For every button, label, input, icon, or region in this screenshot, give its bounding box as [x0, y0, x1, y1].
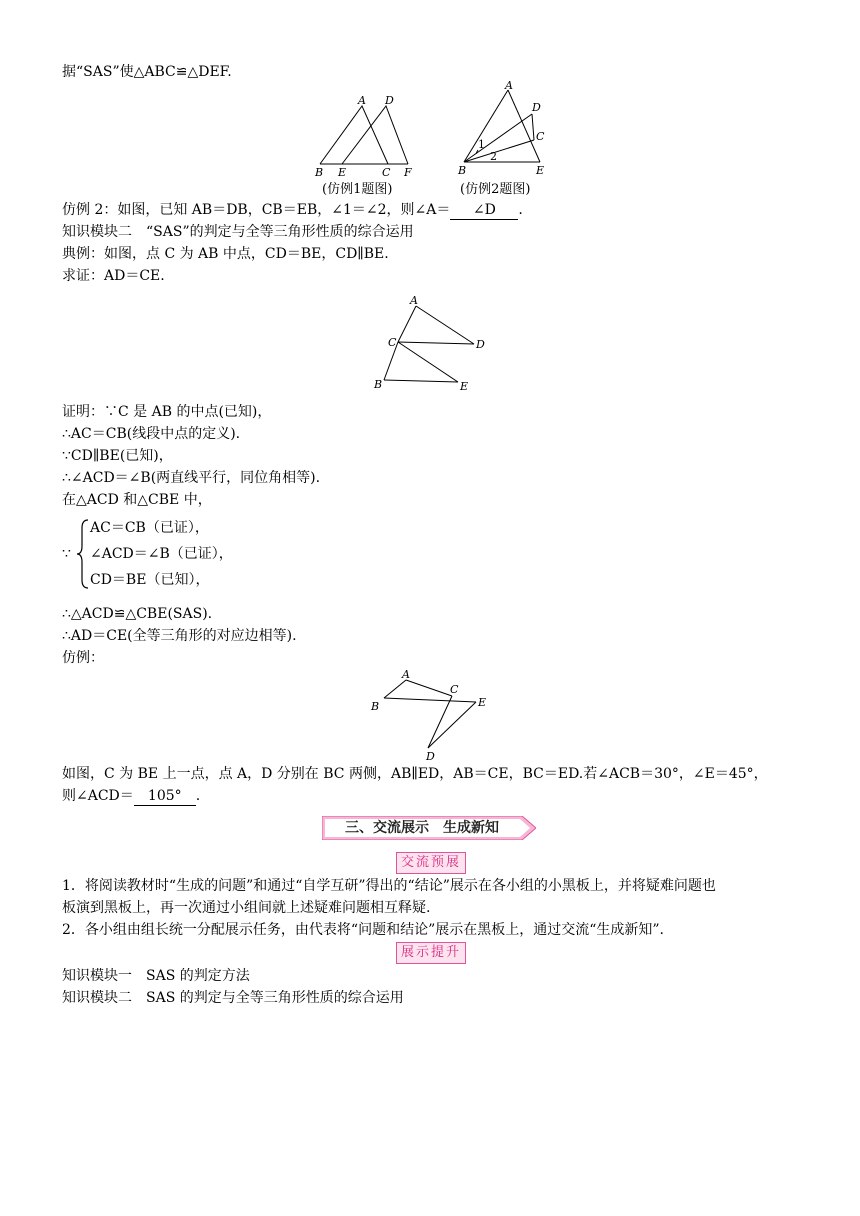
because-symbol: ∵: [62, 546, 71, 562]
fangli2-answer: ∠D: [450, 201, 518, 220]
fig4-label-E: E: [478, 696, 487, 709]
question-prefix: 则∠ACD＝: [62, 788, 134, 804]
fig1-label-F: F: [404, 166, 412, 179]
exchange-text: 2．各小组由组长统一分配展示任务，由代表将“问题和结论”展示在黑板上，通过交流“生成新知”.: [62, 922, 664, 938]
fig4-label-D: D: [426, 750, 435, 762]
fangli2-suffix: .: [518, 202, 523, 218]
fangli-label: 仿例：: [62, 650, 104, 666]
fig4-label-C: C: [450, 683, 459, 696]
fangli2-prefix: 仿例 2：如图，已知 AB＝DB，CB＝EB，∠1＝∠2，则∠A＝: [62, 202, 451, 218]
proof-line: ∴AC＝CB(线段中点的定义).: [62, 426, 241, 442]
fangli2-question: [62, 200, 523, 220]
fig3-label-B: B: [374, 378, 383, 391]
fig2-label-A: A: [505, 80, 513, 92]
figure-fangli: [366, 666, 496, 766]
fig2-angle-1: 1: [478, 138, 485, 151]
brace-row: CD＝BE（已知），: [90, 572, 210, 588]
fig2-caption: (仿例2题图): [460, 182, 531, 197]
fig3-label-C: C: [388, 336, 397, 349]
module2-line: 知识模块二 SAS 的判定与全等三角形性质的综合运用: [62, 990, 404, 1006]
fig4-label-B: B: [371, 700, 380, 713]
section-banner-title: 三、交流展示 生成新知: [345, 820, 499, 836]
fig3-label-E: E: [460, 380, 469, 393]
brace-row: ∠ACD＝∠B（已证），: [90, 546, 233, 562]
fig3-label-D: D: [476, 338, 485, 351]
fig1-label-B: B: [315, 166, 324, 179]
fig2-label-C: C: [536, 130, 545, 143]
exchange-text: 板演到黑板上，再一次通过小组间就上述疑难问题相互释疑.: [62, 900, 431, 916]
display-banner: 展示提升: [396, 942, 466, 964]
section-banner: [322, 816, 536, 840]
fig4-label-A: A: [402, 668, 410, 681]
proof-line: ∴∠ACD＝∠B(两直线平行，同位角相等).: [62, 470, 321, 486]
module2-title: 知识模块二 “SAS”的判定与全等三角形性质的综合运用: [62, 224, 414, 240]
proof-line: 证明：∵C 是 AB 的中点(已知)，: [62, 404, 272, 420]
fig1-caption: (仿例1题图): [322, 182, 393, 197]
figure-dianli: [370, 294, 490, 398]
fig2-label-D: D: [532, 101, 541, 114]
question-suffix: .: [195, 788, 201, 804]
brace-system: [62, 518, 322, 590]
text-line: 据“SAS”使△ABC≌△DEF.: [62, 64, 232, 80]
exchange-text: 1．将阅读教材时“生成的问题”和通过“自学互研”得出的“结论”展示在各小组的小黑板上，并将疑难问题也: [62, 878, 716, 894]
fig2-angle-2: 2: [490, 150, 497, 163]
dianli-text: 典例：如图，点 C 为 AB 中点，CD＝BE，CD∥BE.: [62, 246, 389, 262]
fig1-label-A: A: [358, 94, 366, 107]
proof-line: ∴△ACD≌△CBE(SAS).: [62, 606, 213, 622]
left-brace-icon: [76, 518, 90, 590]
question-line: 如图，C 为 BE 上一点，点 A，D 分别在 BC 两侧，AB∥ED，AB＝CE，BC＝ED.若∠ACB＝30°，∠E＝45°，: [62, 766, 768, 782]
question-answer: 105°: [134, 787, 196, 806]
proof-line: ∴AD＝CE(全等三角形的对应边相等).: [62, 628, 297, 644]
fig1-label-C: C: [382, 166, 391, 179]
figure-fangli2: [454, 80, 554, 188]
brace-row: AC＝CB（已证），: [90, 520, 209, 536]
fig1-label-D: D: [385, 94, 394, 107]
fig2-label-E: E: [536, 164, 545, 177]
fig3-label-A: A: [410, 294, 418, 307]
question-line: [62, 786, 200, 806]
exchange-banner: 交流预展: [396, 852, 466, 874]
proof-line: 在△ACD 和△CBE 中，: [62, 492, 212, 508]
fig2-label-B: B: [458, 164, 467, 177]
proof-line: ∵CD∥BE(已知)，: [62, 448, 173, 464]
module1-line: 知识模块一 SAS 的判定方法: [62, 968, 250, 984]
figure-fangli1: [310, 94, 420, 188]
qiuzheng-text: 求证：AD＝CE.: [62, 268, 165, 284]
fig1-label-E: E: [338, 166, 347, 179]
